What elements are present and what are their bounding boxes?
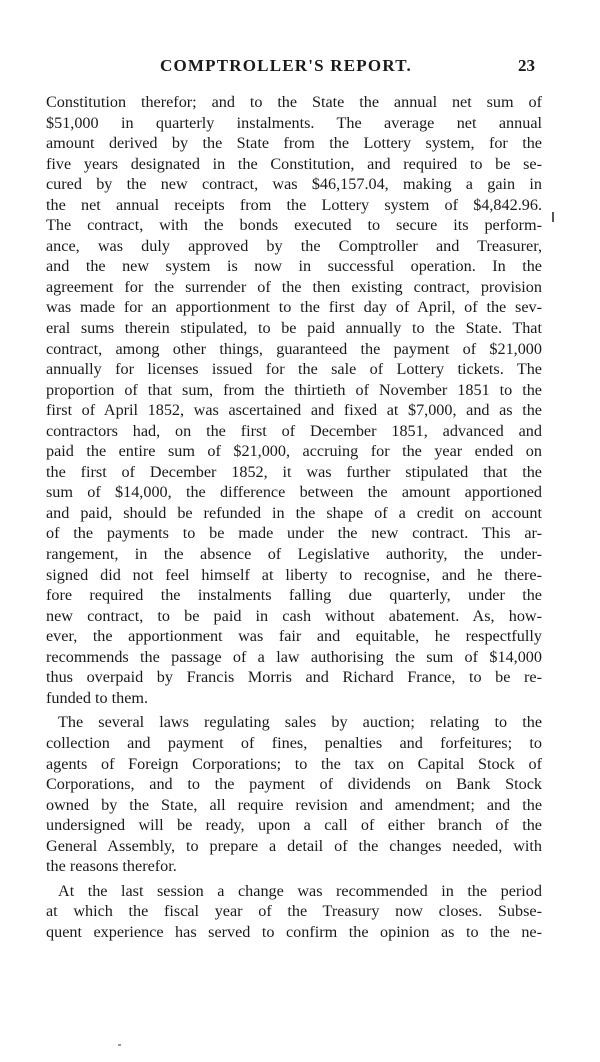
text-line: cured by the new contract, was $46,157.04, making a gain in [46, 175, 542, 194]
text-line: was made for an apportionment to the first day of April, of the sev- [46, 298, 542, 317]
text-line: at which the fiscal year of the Treasury now closes. Subse- [46, 902, 542, 921]
text-line: of the payments to be made under the new contract. This ar- [46, 524, 542, 543]
text-line: eral sums therein stipulated, to be paid annually to the State. That [46, 319, 542, 338]
text-line: sum of $14,000, the difference between the amount apportioned [46, 483, 542, 502]
text-line: agents of Foreign Corporations; to the tax on Capital Stock of [46, 754, 542, 773]
text-line: thus overpaid by Francis Morris and Richard France, to be re- [46, 668, 542, 687]
text-line: Constitution therefor; and to the State the annual net sum of [46, 93, 542, 111]
page-number: 23 [518, 56, 535, 75]
paragraph-fiscal-year [46, 881, 542, 943]
margin-mark [552, 212, 554, 222]
text-line: ance, was duly approved by the Comptroller and Treasurer, [46, 236, 542, 255]
running-title: COMPTROLLER'S REPORT. [160, 56, 412, 75]
text-line: agreement for the surrender of the then existing contract, provision [46, 277, 542, 296]
text-line: amount derived by the State from the Lottery system, for the [46, 134, 542, 153]
text-line: quent experience has served to confirm the opinion as to the ne- [46, 922, 542, 941]
text-line: contract, among other things, guaranteed the payment of $21,000 [46, 339, 542, 358]
text-line: rangement, in the absence of Legislative authority, the under- [46, 545, 542, 564]
text-line: the first of December 1852, it was further stipulated that the [46, 462, 542, 481]
text-line: The several laws regulating sales by auction; relating to the [58, 713, 542, 732]
text-line: fore required the instalments falling due quarterly, under the [46, 586, 542, 605]
text-line: $51,000 in quarterly instalments. The average net annual [46, 113, 542, 132]
text-line: and paid, should be refunded in the shape of a credit on account [46, 503, 542, 522]
text-line: undersigned will be ready, upon a call of either branch of the [46, 816, 542, 835]
text-line: annually for licenses issued for the sale of Lottery tickets. The [46, 360, 542, 379]
text-line: and the new system is now in successful operation. In the [46, 257, 542, 276]
text-line: paid the entire sum of $21,000, accruing for the year ended on [46, 442, 542, 461]
paragraph-laws-revision [46, 712, 542, 876]
page-speck [118, 1044, 121, 1046]
text-line: new contract, to be paid in cash without abatement. As, how- [46, 606, 542, 625]
text-line: Corporations, and to the payment of dividends on Bank Stock [46, 775, 542, 794]
text-line: funded to them. [46, 688, 149, 707]
text-line: the net annual receipts from the Lottery system of $4,842.96. [46, 195, 542, 214]
text-line: proportion of that sum, from the thirtieth of November 1851 to the [46, 380, 542, 399]
text-line: collection and payment of fines, penalties and forfeitures; to [46, 733, 542, 752]
text-line: first of April 1852, was ascertained and fixed at $7,000, and as the [46, 401, 542, 420]
text-line: five years designated in the Constitution, and required to be se- [46, 154, 542, 173]
text-line: the reasons therefor. [46, 857, 177, 876]
page-header [0, 56, 600, 80]
text-line: signed did not feel himself at liberty to recognise, and he there- [46, 565, 542, 584]
body-text [46, 92, 542, 942]
paragraph-lottery-contract [46, 92, 542, 708]
text-line: The contract, with the bonds executed to secure its perform- [46, 216, 542, 235]
text-line: owned by the State, all require revision and amendment; and the [46, 795, 542, 814]
text-line: recommends the passage of a law authorising the sum of $14,000 [46, 647, 542, 666]
text-line: ever, the apportionment was fair and equitable, he respectfully [46, 627, 542, 646]
text-line: contractors had, on the first of December 1851, advanced and [46, 421, 542, 440]
text-line: At the last session a change was recommended in the period [58, 881, 542, 900]
text-line: General Assembly, to prepare a detail of the changes needed, with [46, 836, 542, 855]
